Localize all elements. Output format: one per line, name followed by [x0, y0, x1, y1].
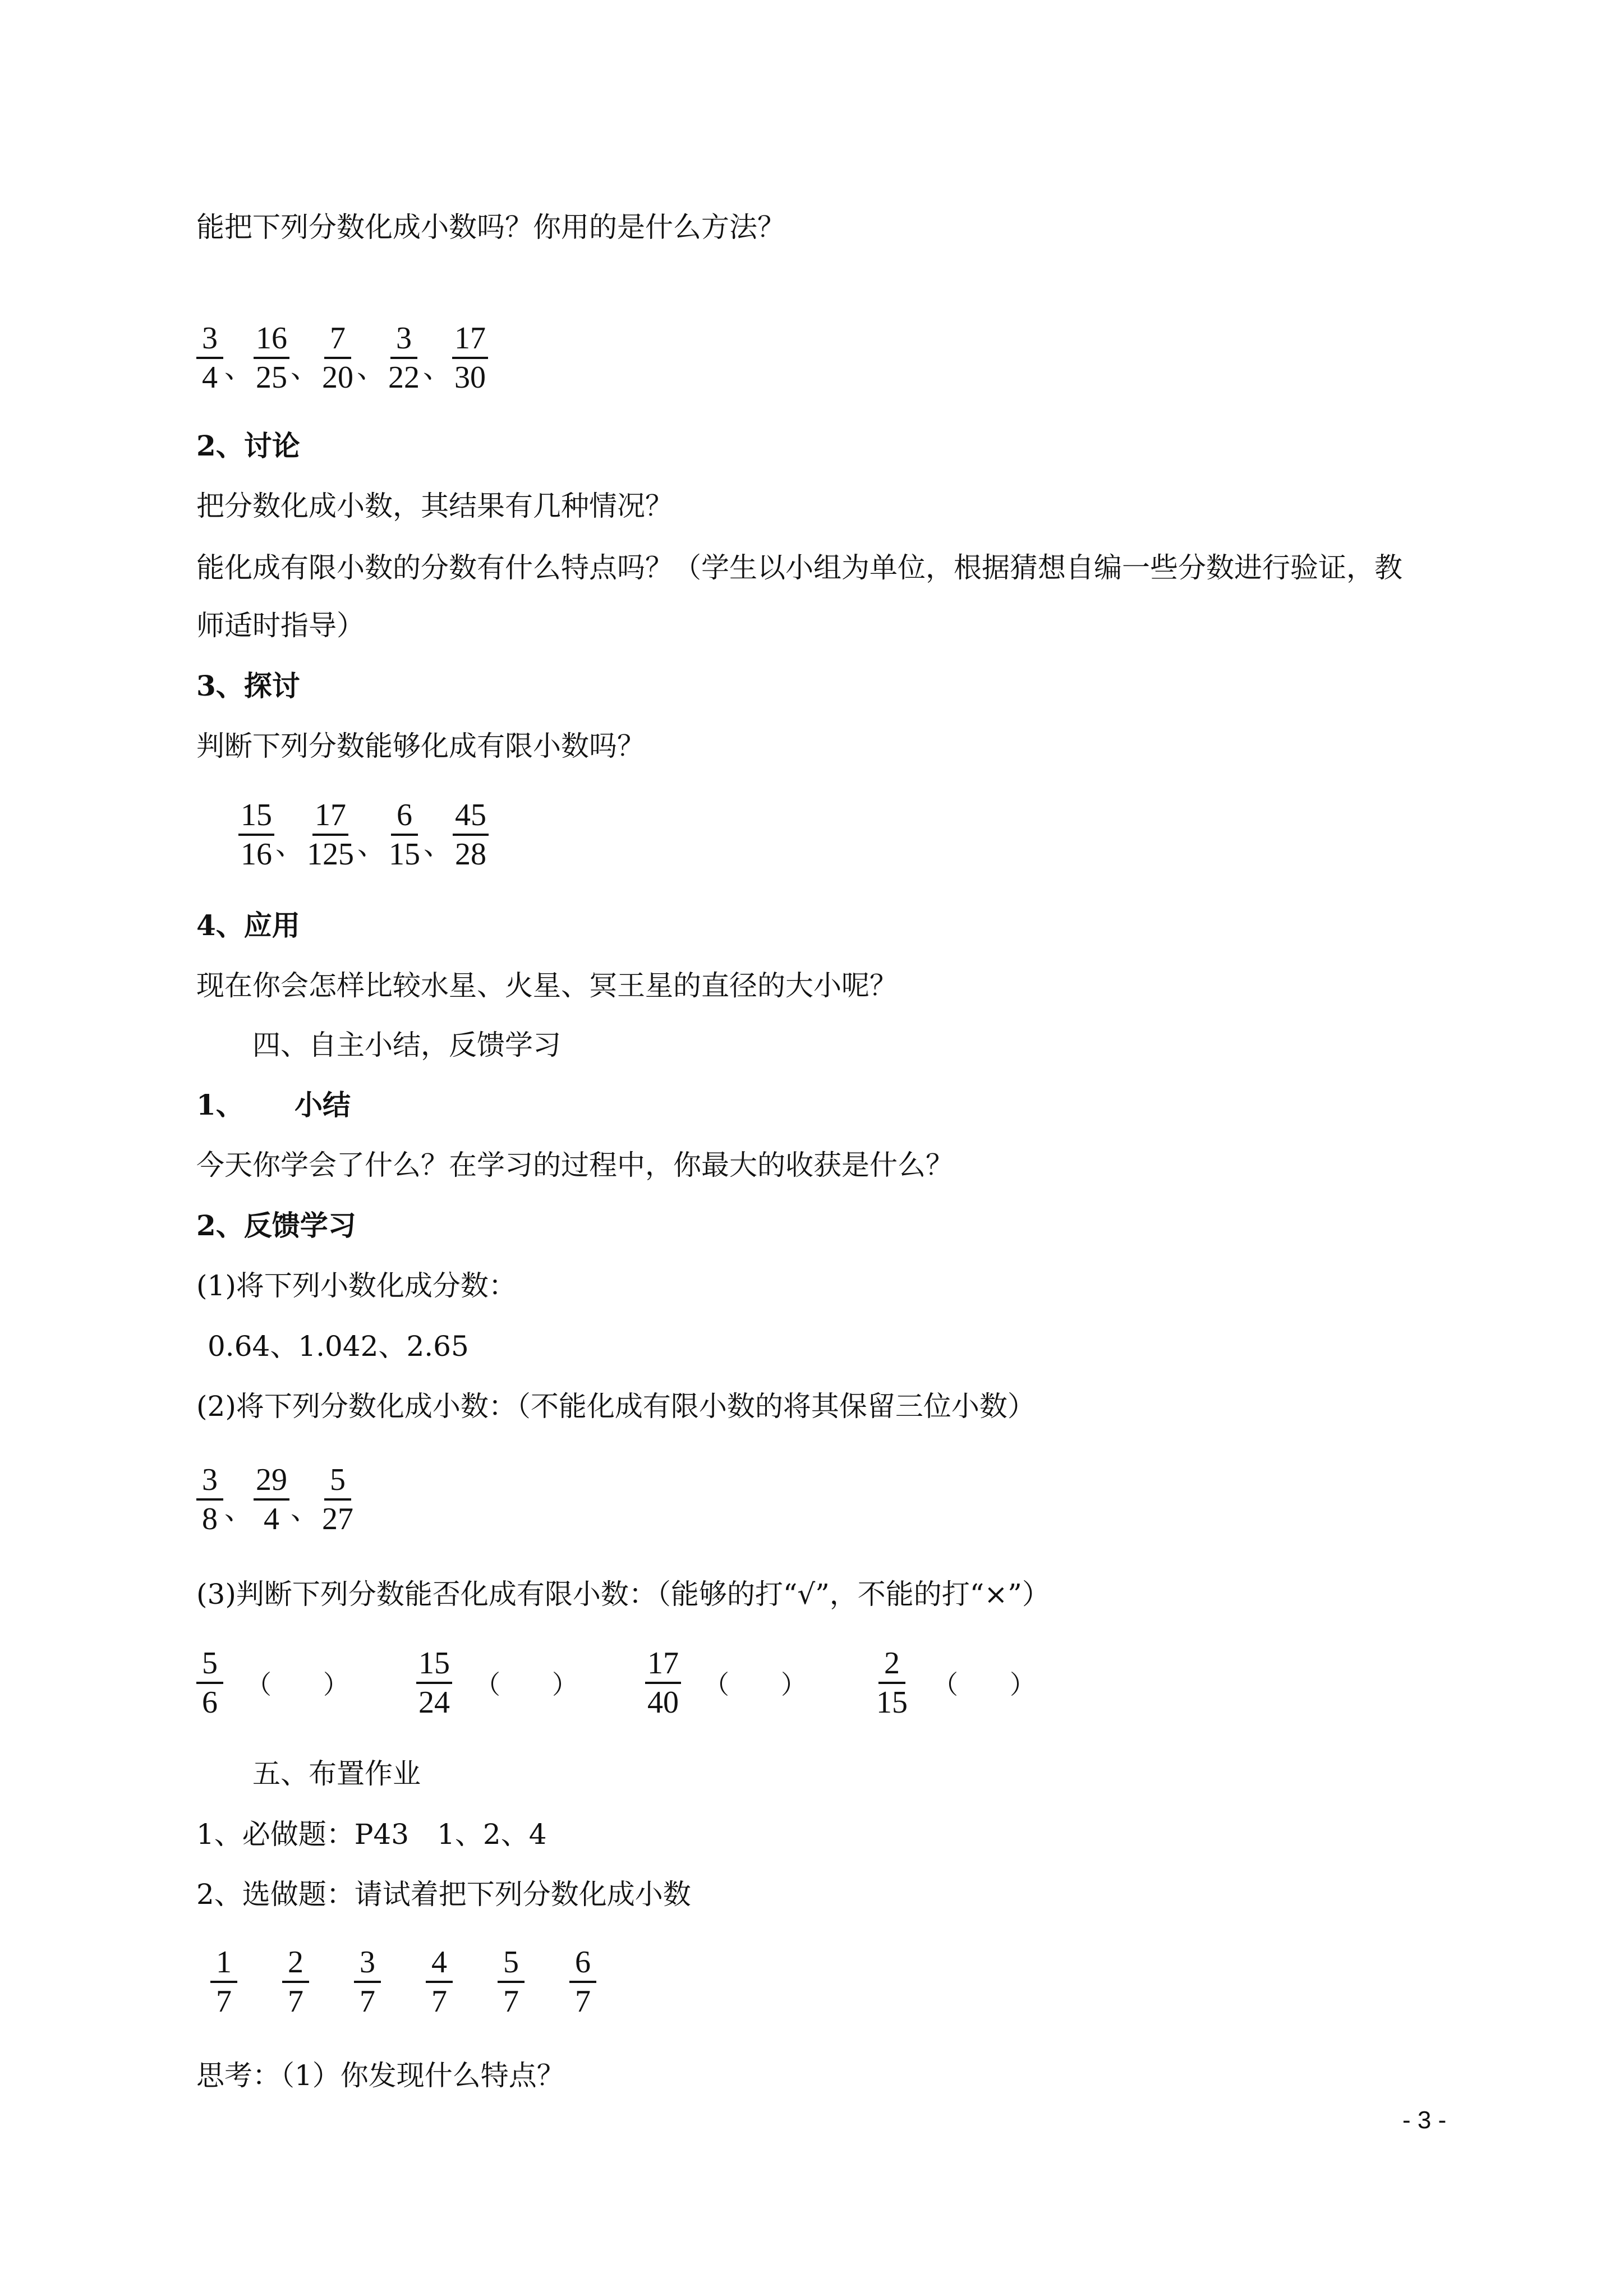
part-4-heading: 四、自主小结，反馈学习 — [252, 1029, 561, 1061]
part-5-heading: 五、布置作业 — [252, 1757, 421, 1790]
fraction — [254, 320, 289, 396]
fraction-denominator: 28 — [455, 837, 486, 872]
fraction-numerator: 16 — [254, 320, 289, 359]
think-question: 思考：（1）你发现什么特点？ — [196, 2059, 565, 2092]
summary-title: 小结 — [295, 1088, 351, 1121]
exercise-1-label: (1)将下列小数化成分数： — [196, 1269, 517, 1302]
summary-number: 1、 — [196, 1088, 244, 1121]
fraction — [416, 1645, 452, 1721]
intro-question: 能把下列分数化成小数吗？你用的是什么方法？ — [196, 211, 785, 243]
fraction — [498, 1944, 525, 2020]
fraction-denominator: 8 — [202, 1502, 218, 1536]
fraction-denominator: 15 — [389, 837, 420, 872]
answer-parentheses: （ ） — [703, 1669, 807, 1700]
separator: 、 — [291, 352, 319, 384]
section-4-heading: 4、应用 — [196, 909, 300, 942]
fraction-numerator: 17 — [312, 797, 348, 836]
section-2-question-1: 把分数化成小数，其结果有几种情况？ — [196, 490, 673, 522]
fraction — [874, 1645, 910, 1721]
exercise-1-values: 0.64、1.042、2.65 — [208, 1330, 469, 1363]
separator: 、 — [275, 829, 303, 861]
section-2-heading: 2、讨论 — [196, 429, 300, 462]
fraction-row-2 — [238, 797, 489, 873]
fraction-numerator: 2 — [878, 1645, 905, 1684]
fraction-row-5 — [210, 1944, 596, 2020]
fraction-denominator: 4 — [264, 1502, 279, 1536]
fraction-denominator: 40 — [647, 1685, 679, 1720]
fraction — [386, 320, 422, 396]
section-3-heading: 3、探讨 — [196, 669, 300, 702]
homework-1: 1、必做题：P43 1、2、4 — [196, 1818, 547, 1851]
feedback-heading: 2、反馈学习 — [196, 1209, 356, 1242]
fraction — [452, 320, 488, 396]
fraction — [254, 1461, 289, 1538]
fraction-numerator: 2 — [282, 1944, 309, 1983]
page-number: - 3 - — [1402, 2106, 1447, 2134]
section-4-question: 现在你会怎样比较水星、火星、冥王星的直径的大小呢？ — [196, 969, 898, 1002]
section-2-question-2b: 师适时指导） — [196, 609, 365, 642]
fraction — [305, 797, 356, 873]
answer-parentheses: （ ） — [475, 1669, 578, 1700]
fraction — [282, 1944, 309, 2020]
fraction-numerator: 15 — [238, 797, 274, 836]
fraction-denominator: 25 — [256, 360, 287, 395]
fraction-numerator: 3 — [390, 320, 417, 359]
fraction — [387, 797, 422, 873]
fraction-numerator: 3 — [196, 1461, 223, 1501]
fraction-row-1 — [196, 320, 488, 396]
separator: 、 — [423, 352, 451, 384]
section-2-question-2a: 能化成有限小数的分数有什么特点吗？（学生以小组为单位，根据猜想自编一些分数进行验证，教 — [196, 551, 1402, 584]
fraction-denominator: 7 — [575, 1984, 591, 2019]
fraction-numerator: 6 — [391, 797, 418, 836]
fraction — [645, 1645, 681, 1721]
fraction-denominator: 4 — [202, 360, 218, 395]
separator: 、 — [424, 829, 452, 861]
separator: 、 — [291, 1493, 319, 1526]
fraction-numerator: 6 — [569, 1944, 596, 1983]
fraction-numerator: 17 — [452, 320, 488, 359]
fraction-numerator: 7 — [324, 320, 351, 359]
answer-parentheses: （ ） — [246, 1669, 349, 1700]
fraction-numerator: 5 — [196, 1645, 223, 1684]
fraction-denominator: 27 — [322, 1502, 353, 1536]
fraction — [354, 1944, 381, 2020]
fraction-numerator: 45 — [453, 797, 489, 836]
fraction-denominator: 15 — [876, 1685, 908, 1720]
separator: 、 — [224, 352, 252, 384]
fraction-numerator: 5 — [324, 1461, 351, 1501]
homework-2: 2、选做题：请试着把下列分数化成小数 — [196, 1878, 691, 1911]
fraction-row-3 — [196, 1461, 356, 1538]
fraction — [320, 320, 356, 396]
fraction-denominator: 7 — [503, 1984, 519, 2019]
fraction-denominator: 24 — [418, 1685, 450, 1720]
fraction — [210, 1944, 237, 2020]
fraction — [320, 1461, 356, 1538]
fraction-denominator: 22 — [388, 360, 420, 395]
fraction-numerator: 29 — [254, 1461, 289, 1501]
fraction-numerator: 3 — [196, 320, 223, 359]
fraction — [453, 797, 489, 873]
fraction-denominator: 125 — [307, 837, 354, 872]
fraction-denominator: 7 — [288, 1984, 303, 2019]
fraction-denominator: 20 — [322, 360, 353, 395]
fraction — [569, 1944, 596, 2020]
exercise-2-label: (2)将下列分数化成小数：（不能化成有限小数的将其保留三位小数） — [196, 1390, 1036, 1423]
fraction — [238, 797, 274, 873]
fraction — [196, 320, 223, 396]
fraction — [196, 1461, 223, 1538]
fraction — [196, 1645, 223, 1721]
exercise-3-label: (3)判断下列分数能否化成有限小数：（能够的打“√”，不能的打“×”） — [196, 1578, 1050, 1611]
summary-question: 今天你学会了什么？在学习的过程中，你最大的收获是什么？ — [196, 1149, 954, 1181]
fraction-numerator: 5 — [498, 1944, 525, 1983]
separator: 、 — [357, 829, 385, 861]
fraction-denominator: 16 — [241, 837, 272, 872]
fraction-denominator: 30 — [454, 360, 486, 395]
fraction-row-4 — [196, 1645, 1103, 1721]
separator: 、 — [357, 352, 385, 384]
fraction-denominator: 7 — [431, 1984, 447, 2019]
fraction-numerator: 3 — [354, 1944, 381, 1983]
fraction-numerator: 1 — [210, 1944, 237, 1983]
fraction-denominator: 7 — [216, 1984, 232, 2019]
separator: 、 — [224, 1493, 252, 1526]
fraction-denominator: 6 — [202, 1685, 218, 1720]
fraction — [426, 1944, 453, 2020]
fraction-numerator: 15 — [416, 1645, 452, 1684]
fraction-numerator: 4 — [426, 1944, 453, 1983]
fraction-numerator: 17 — [645, 1645, 681, 1684]
fraction-denominator: 7 — [360, 1984, 375, 2019]
answer-parentheses: （ ） — [932, 1669, 1036, 1700]
section-3-question: 判断下列分数能够化成有限小数吗？ — [196, 730, 645, 762]
